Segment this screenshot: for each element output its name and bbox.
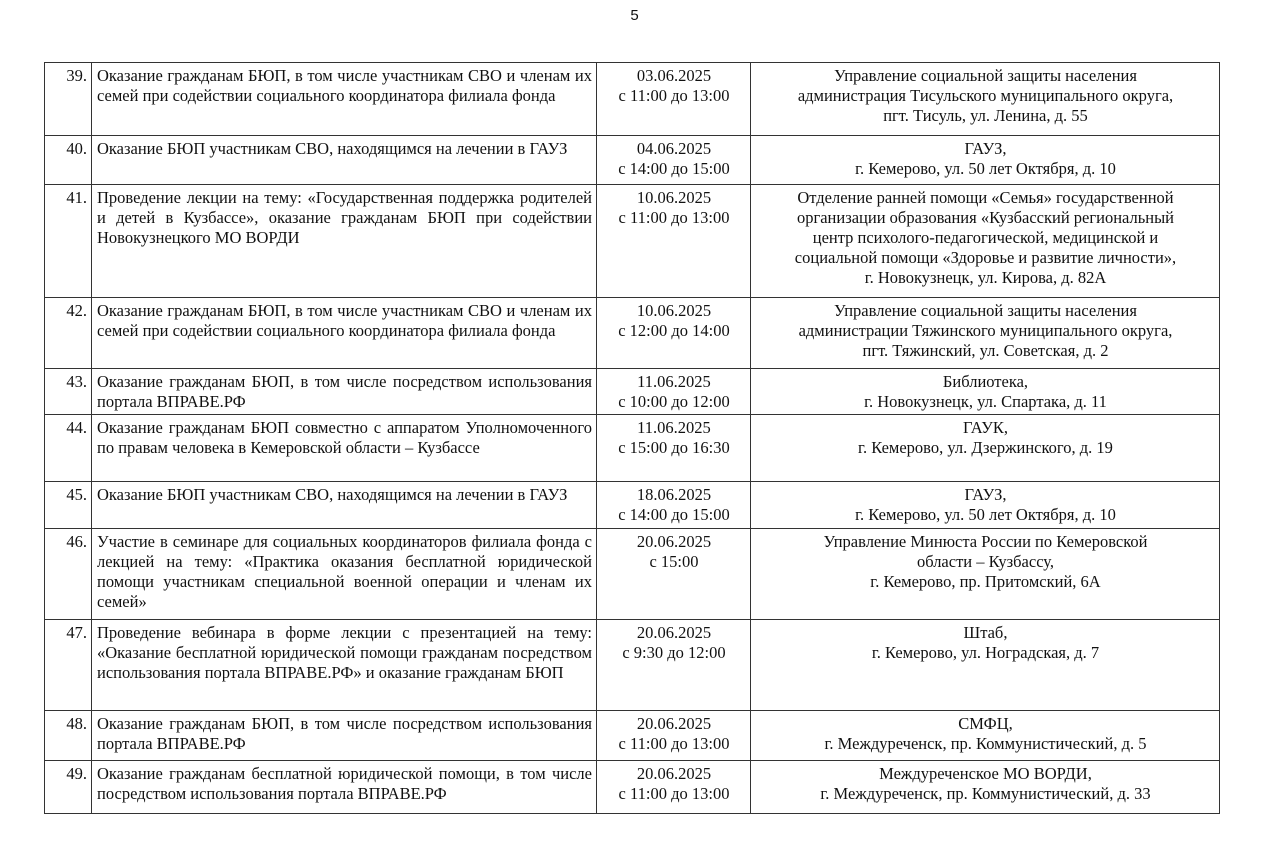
event-place	[751, 63, 1220, 136]
event-datetime	[597, 482, 751, 529]
event-date: 11.06.2025	[637, 418, 711, 437]
place-line: администрации Тяжинского муниципального округа,	[798, 321, 1173, 340]
event-time: с 14:00 до 15:00	[618, 159, 730, 178]
event-place	[751, 620, 1220, 711]
event-place	[751, 761, 1220, 814]
event-date: 10.06.2025	[636, 301, 712, 320]
row-number: 42.	[45, 298, 92, 369]
event-description: Оказание гражданам БЮП, в том числе посредством использования портала ВПРАВЕ.РФ	[92, 711, 597, 761]
event-date: 11.06.2025	[637, 372, 711, 391]
place-line: Междуреченское МО ВОРДИ,	[879, 764, 1092, 783]
place-line: г. Новокузнецк, ул. Спартака, д. 11	[864, 392, 1107, 411]
event-datetime	[597, 711, 751, 761]
place-line: пгт. Тисуль, ул. Ленина, д. 55	[883, 106, 1088, 125]
table-row	[45, 185, 1220, 298]
table-row	[45, 63, 1220, 136]
event-date: 10.06.2025	[636, 188, 712, 207]
place-line: г. Кемерово, ул. Дзержинского, д. 19	[858, 438, 1113, 457]
place-line: ГАУК,	[962, 418, 1009, 437]
place-line: ГАУЗ,	[964, 485, 1007, 504]
place-line: г. Кемерово, ул. 50 лет Октября, д. 10	[855, 505, 1116, 524]
place-line: г. Кемерово, ул. Ноградская, д. 7	[871, 643, 1100, 662]
event-datetime	[597, 529, 751, 620]
event-time: с 11:00 до 13:00	[618, 734, 730, 753]
event-date: 20.06.2025	[636, 714, 712, 733]
place-line: центр психолого-педагогической, медицинской и	[812, 228, 1159, 247]
event-description: Оказание гражданам БЮП, в том числе посредством использования портала ВПРАВЕ.РФ	[92, 369, 597, 415]
event-place	[751, 482, 1220, 529]
row-number: 45.	[45, 482, 92, 529]
event-datetime	[597, 298, 751, 369]
event-description: Оказание БЮП участникам СВО, находящимся на лечении в ГАУЗ	[92, 482, 597, 529]
event-description: Проведение вебинара в форме лекции с презентацией на тему: «Оказание бесплатной юридической помощи гражданам посредством использования портала ВПРАВЕ.РФ» и оказание гражданам БЮП	[92, 620, 597, 711]
row-number: 43.	[45, 369, 92, 415]
table-row	[45, 369, 1220, 415]
place-line: ГАУЗ,	[964, 139, 1007, 158]
table-row	[45, 711, 1220, 761]
event-description: Оказание гражданам БЮП совместно с аппаратом Уполномоченного по правам человека в Кемеровской области – Кузбассе	[92, 415, 597, 482]
row-number: 40.	[45, 136, 92, 185]
event-description: Участие в семинаре для социальных координаторов филиала фонда с лекцией на тему: «Практика оказания бесплатной юридической помощи участникам специальной военной операции и членам их семей»	[92, 529, 597, 620]
event-place	[751, 298, 1220, 369]
event-date: 20.06.2025	[636, 532, 712, 551]
place-line: Отделение ранней помощи «Семья» государственной	[797, 188, 1174, 207]
event-place	[751, 415, 1220, 482]
event-place	[751, 369, 1220, 415]
event-time: с 15:00	[649, 552, 699, 571]
table-row	[45, 482, 1220, 529]
events-table-body	[45, 63, 1220, 814]
event-time: с 9:30 до 12:00	[622, 643, 726, 662]
event-datetime	[597, 369, 751, 415]
row-number: 44.	[45, 415, 92, 482]
event-description: Оказание гражданам БЮП, в том числе участникам СВО и членам их семей при содействии социального координатора филиала фонда	[92, 298, 597, 369]
row-number: 46.	[45, 529, 92, 620]
event-description: Оказание БЮП участникам СВО, находящимся на лечении в ГАУЗ	[92, 136, 597, 185]
event-place	[751, 185, 1220, 298]
event-date: 04.06.2025	[636, 139, 712, 158]
place-line: г. Междуреченск, пр. Коммунистический, д. 33	[820, 784, 1151, 803]
event-place	[751, 711, 1220, 761]
table-row	[45, 415, 1220, 482]
event-description: Оказание гражданам БЮП, в том числе участникам СВО и членам их семей при содействии социального координатора филиала фонда	[92, 63, 597, 136]
event-datetime	[597, 185, 751, 298]
place-line: Штаб,	[963, 623, 1008, 642]
event-place	[751, 529, 1220, 620]
event-time: с 11:00 до 13:00	[618, 86, 730, 105]
place-line: г. Кемерово, пр. Притомский, 6А	[870, 572, 1101, 591]
place-line: г. Новокузнецк, ул. Кирова, д. 82А	[864, 268, 1107, 287]
event-description: Проведение лекции на тему: «Государственная поддержка родителей и детей в Кузбассе», оказание гражданам БЮП при содействии Новокузнецкого МО ВОРДИ	[92, 185, 597, 298]
row-number: 49.	[45, 761, 92, 814]
table-row	[45, 136, 1220, 185]
place-line: Управление Минюста России по Кемеровской	[823, 532, 1148, 551]
event-time: с 12:00 до 14:00	[618, 321, 730, 340]
place-line: области – Кузбассу,	[916, 552, 1055, 571]
event-date: 18.06.2025	[636, 485, 712, 504]
event-time: с 11:00 до 13:00	[618, 208, 730, 227]
place-line: г. Кемерово, ул. 50 лет Октября, д. 10	[855, 159, 1116, 178]
row-number: 39.	[45, 63, 92, 136]
event-time: с 10:00 до 12:00	[618, 392, 730, 411]
event-time: с 11:00 до 13:00	[618, 784, 730, 803]
place-line: социальной помощи «Здоровье и развитие личности»,	[794, 248, 1177, 267]
table-row	[45, 529, 1220, 620]
event-time: с 14:00 до 15:00	[618, 505, 730, 524]
events-table	[44, 62, 1220, 814]
event-place	[751, 136, 1220, 185]
table-row	[45, 761, 1220, 814]
page-number: 5	[630, 7, 639, 24]
event-date: 20.06.2025	[636, 764, 712, 783]
event-date: 20.06.2025	[636, 623, 712, 642]
place-line: Управление социальной защиты населения	[834, 66, 1137, 85]
event-datetime	[597, 620, 751, 711]
row-number: 48.	[45, 711, 92, 761]
event-date: 03.06.2025	[636, 66, 712, 85]
place-line: администрация Тисульского муниципального округа,	[797, 86, 1174, 105]
row-number: 41.	[45, 185, 92, 298]
row-number: 47.	[45, 620, 92, 711]
event-datetime	[597, 136, 751, 185]
place-line: Библиотека,	[942, 372, 1029, 391]
place-line: пгт. Тяжинский, ул. Советская, д. 2	[862, 341, 1109, 360]
event-time: с 15:00 до 16:30	[618, 438, 730, 457]
table-row	[45, 298, 1220, 369]
place-line: организации образования «Кузбасский региональный	[796, 208, 1175, 227]
place-line: СМФЦ,	[958, 714, 1013, 733]
event-datetime	[597, 415, 751, 482]
place-line: г. Междуреченск, пр. Коммунистический, д. 5	[824, 734, 1147, 753]
table-row	[45, 620, 1220, 711]
event-datetime	[597, 63, 751, 136]
place-line: Управление социальной защиты населения	[834, 301, 1137, 320]
event-datetime	[597, 761, 751, 814]
event-description: Оказание гражданам бесплатной юридической помощи, в том числе посредством использования портала ВПРАВЕ.РФ	[92, 761, 597, 814]
